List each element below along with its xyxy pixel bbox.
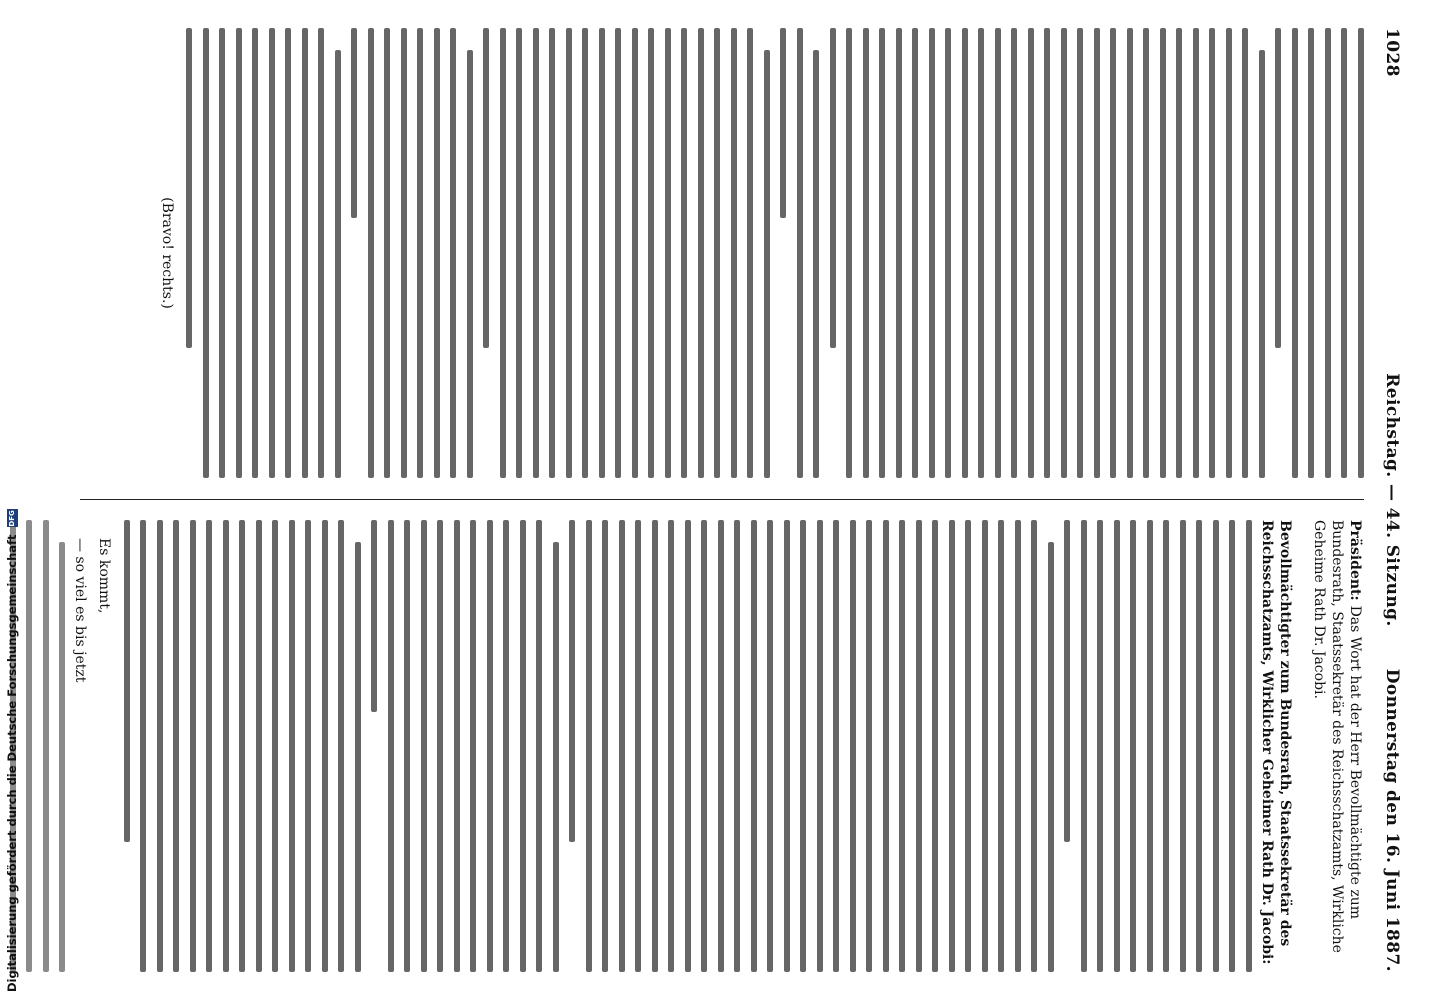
text-line-placeholder xyxy=(1127,28,1133,478)
text-line-placeholder xyxy=(236,28,242,478)
text-line-placeholder xyxy=(748,28,754,478)
text-line-placeholder xyxy=(781,28,787,218)
text-line-placeholder xyxy=(553,542,559,972)
text-line-placeholder xyxy=(966,520,972,972)
text-line-placeholder xyxy=(583,28,589,478)
text-line-placeholder xyxy=(438,520,444,972)
text-line-placeholder xyxy=(1061,28,1067,478)
text-line-placeholder xyxy=(999,520,1005,972)
text-line-placeholder xyxy=(665,28,671,478)
text-line-placeholder xyxy=(715,28,721,478)
text-line-placeholder xyxy=(735,520,741,972)
text-line-placeholder xyxy=(467,50,473,478)
text-line-placeholder xyxy=(962,28,968,478)
text-line-placeholder xyxy=(1230,520,1236,972)
text-line-placeholder xyxy=(682,28,688,478)
text-line-placeholder xyxy=(1094,28,1100,478)
text-line-placeholder xyxy=(817,520,823,972)
text-line-placeholder xyxy=(124,520,130,842)
text-line-placeholder xyxy=(1147,520,1153,972)
text-line-placeholder xyxy=(1065,520,1071,842)
text-line-placeholder xyxy=(847,28,853,478)
text-line-placeholder xyxy=(1210,28,1216,478)
text-line-placeholder xyxy=(669,520,675,972)
right-text-column xyxy=(72,520,1364,972)
text-line-placeholder xyxy=(368,28,374,478)
text-line-placeholder xyxy=(322,520,328,972)
text-line-placeholder xyxy=(801,520,807,972)
text-line-placeholder xyxy=(718,520,724,972)
text-line-placeholder xyxy=(174,520,180,972)
text-line-placeholder xyxy=(1180,520,1186,972)
text-line-placeholder xyxy=(913,28,919,478)
text-line-placeholder xyxy=(603,520,609,972)
text-line-placeholder xyxy=(900,520,906,972)
text-line-placeholder xyxy=(619,520,625,972)
text-line-placeholder xyxy=(834,520,840,972)
text-line-placeholder xyxy=(896,28,902,478)
text-line-placeholder xyxy=(880,28,886,478)
text-line-placeholder xyxy=(1164,520,1170,972)
text-line-placeholder xyxy=(768,520,774,972)
text-line-placeholder xyxy=(1309,28,1315,478)
text-line-placeholder xyxy=(533,28,539,478)
text-line-placeholder xyxy=(599,28,605,478)
body-lines-left-1 xyxy=(187,28,1365,478)
text-line-placeholder xyxy=(1048,542,1054,972)
text-line-placeholder xyxy=(385,28,391,478)
text-line-placeholder xyxy=(850,520,856,972)
speaker-president xyxy=(1310,520,1364,972)
digitization-credit xyxy=(4,510,20,992)
header-title: Reichstag. — 44. Sitzung. xyxy=(1382,373,1402,627)
text-line-placeholder xyxy=(1276,28,1282,348)
text-line-placeholder xyxy=(256,520,262,972)
dfg-logo: DFG xyxy=(8,510,16,527)
text-line-placeholder xyxy=(273,520,279,972)
text-line-placeholder xyxy=(636,520,642,972)
text-line-placeholder xyxy=(1028,28,1034,478)
text-line-placeholder xyxy=(830,28,836,348)
text-line-placeholder xyxy=(566,28,572,478)
text-line-placeholder xyxy=(286,28,292,478)
column-divider xyxy=(80,499,1364,500)
text-line-placeholder xyxy=(1325,28,1331,478)
text-line-placeholder xyxy=(187,28,193,348)
text-line-placeholder xyxy=(1144,28,1150,478)
body-lines-right-1 xyxy=(124,520,1252,972)
text-line-placeholder xyxy=(863,28,869,478)
president-line: Das Wort hat der Herr Bevollmächtigte zum Bundesrath, Staatssekretär des Reichsschatzamts, Wirkliche Geheime Rath Dr. Jacobi. xyxy=(1311,520,1363,953)
text-line-placeholder xyxy=(616,28,622,478)
text-line-placeholder xyxy=(190,520,196,972)
text-line-placeholder xyxy=(240,520,246,972)
text-line-placeholder xyxy=(27,520,33,972)
text-line-placeholder xyxy=(929,28,935,478)
text-line-placeholder xyxy=(339,520,345,972)
header-date: Donnerstag den 16. Juni 1887. xyxy=(1382,668,1402,972)
dash-item-2: — so viel es bis jetzt xyxy=(72,538,89,683)
text-line-placeholder xyxy=(517,28,523,478)
text-line-placeholder xyxy=(883,520,889,972)
text-line-placeholder xyxy=(784,520,790,972)
text-line-placeholder xyxy=(269,28,275,478)
text-line-placeholder xyxy=(220,28,226,478)
running-header xyxy=(1372,28,1402,972)
text-line-placeholder xyxy=(60,542,66,972)
text-line-placeholder xyxy=(405,520,411,972)
left-text-column xyxy=(80,28,1364,478)
text-line-placeholder xyxy=(1226,28,1232,478)
text-line-placeholder xyxy=(352,28,358,218)
text-line-placeholder xyxy=(1160,28,1166,478)
text-line-placeholder xyxy=(1177,28,1183,478)
text-line-placeholder xyxy=(418,28,424,478)
text-line-placeholder xyxy=(484,28,490,348)
dash-item-1: Es kommt, xyxy=(96,538,113,614)
paragraph-gap xyxy=(1294,520,1304,972)
text-line-placeholder xyxy=(867,520,873,972)
text-line-placeholder xyxy=(203,28,209,478)
text-line-placeholder xyxy=(207,520,213,972)
text-line-placeholder xyxy=(652,520,658,972)
text-line-placeholder xyxy=(454,520,460,972)
text-line-placeholder xyxy=(982,520,988,972)
text-line-placeholder xyxy=(504,520,510,972)
text-line-placeholder xyxy=(289,520,295,972)
text-line-placeholder xyxy=(372,520,378,712)
text-line-placeholder xyxy=(223,520,229,972)
text-line-placeholder xyxy=(1045,28,1051,478)
text-line-placeholder xyxy=(702,520,708,972)
text-line-placeholder xyxy=(979,28,985,478)
text-line-placeholder xyxy=(632,28,638,478)
text-line-placeholder xyxy=(1081,520,1087,972)
text-line-placeholder xyxy=(995,28,1001,478)
text-line-placeholder xyxy=(933,520,939,972)
text-line-placeholder xyxy=(949,520,955,972)
text-line-placeholder xyxy=(253,28,259,478)
page-number: 1028 xyxy=(1382,28,1402,77)
text-line-placeholder xyxy=(1197,520,1203,972)
text-line-placeholder xyxy=(1292,28,1298,478)
president-label: Präsident: xyxy=(1347,520,1363,601)
text-line-placeholder xyxy=(500,28,506,478)
text-line-placeholder xyxy=(355,542,361,972)
text-line-placeholder xyxy=(1342,28,1348,478)
text-line-placeholder xyxy=(1015,520,1021,972)
text-line-placeholder xyxy=(537,520,543,972)
applause-note: (Bravo! rechts.) xyxy=(159,197,175,309)
text-line-placeholder xyxy=(946,28,952,478)
text-line-placeholder xyxy=(421,520,427,972)
text-line-placeholder xyxy=(520,520,526,972)
credit-text: Digitalisierung gefördert durch die Deutsche Forschungsgemeinschaft xyxy=(5,534,19,992)
text-line-placeholder xyxy=(1012,28,1018,478)
text-line-placeholder xyxy=(319,28,325,478)
text-line-placeholder xyxy=(814,50,820,478)
text-line-placeholder xyxy=(1131,520,1137,972)
text-line-placeholder xyxy=(586,520,592,972)
text-line-placeholder xyxy=(1213,520,1219,972)
text-line-placeholder xyxy=(1259,50,1265,478)
text-line-placeholder xyxy=(1114,520,1120,972)
text-line-placeholder xyxy=(1111,28,1117,478)
text-line-placeholder xyxy=(401,28,407,478)
text-line-placeholder xyxy=(451,28,457,478)
text-line-placeholder xyxy=(487,520,493,972)
text-line-placeholder xyxy=(1193,28,1199,478)
text-line-placeholder xyxy=(550,28,556,478)
text-line-placeholder xyxy=(797,28,803,478)
text-line-placeholder xyxy=(1098,520,1104,972)
text-line-placeholder xyxy=(698,28,704,478)
text-line-placeholder xyxy=(471,520,477,972)
text-line-placeholder xyxy=(388,520,394,972)
text-line-placeholder xyxy=(43,520,49,972)
text-line-placeholder xyxy=(157,520,163,972)
text-line-placeholder xyxy=(302,28,308,478)
speaker-heading: Bevollmächtigter zum Bundesrath, Staatssekretär des Reichsschatzamts, Wirklicher Geheimer Rath Dr. Jacobi: xyxy=(1259,520,1293,965)
text-line-placeholder xyxy=(764,50,770,478)
text-line-placeholder xyxy=(1358,28,1364,478)
text-line-placeholder xyxy=(1243,28,1249,478)
text-line-placeholder xyxy=(306,520,312,972)
text-line-placeholder xyxy=(570,520,576,842)
text-line-placeholder xyxy=(1032,520,1038,972)
text-line-placeholder xyxy=(335,50,341,478)
text-line-placeholder xyxy=(434,28,440,478)
text-line-placeholder xyxy=(141,520,147,972)
text-line-placeholder xyxy=(731,28,737,478)
text-line-placeholder xyxy=(1078,28,1084,478)
text-line-placeholder xyxy=(751,520,757,972)
text-line-placeholder xyxy=(916,520,922,972)
text-line-placeholder xyxy=(685,520,691,972)
text-line-placeholder xyxy=(649,28,655,478)
text-line-placeholder xyxy=(1246,520,1252,972)
